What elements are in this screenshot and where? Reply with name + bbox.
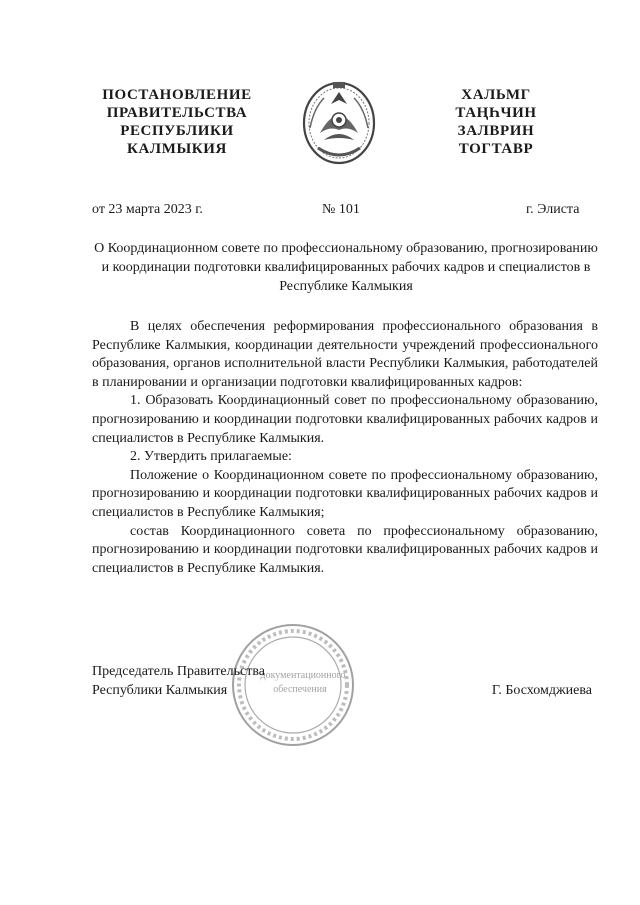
document-city: г. Элиста (526, 202, 580, 217)
stamp-text-1: документационного (260, 670, 346, 681)
header-left-line: ПРАВИТЕЛЬСТВА (106, 105, 248, 121)
body-paragraph: 1. Образовать Координационный совет по профессиональному образованию, прогнозированию и координации подготовки квалифицированных рабочих кадров и специалистов в Республике Калмыкия. (92, 393, 598, 446)
document-date: от 23 марта 2023 г. (92, 202, 203, 217)
body-paragraph: состав Координационного совета по профессиональному образованию, прогнозированию и координации подготовки квалифицированных рабочих кадров и специалистов в Республике Калмыкия. (92, 523, 598, 576)
signatory-position: Председатель Правительства (92, 664, 265, 679)
signature-block (92, 662, 600, 700)
body-paragraph: 2. Утвердить прилагаемые: (130, 449, 292, 465)
stamp-text-2: обеспечения (273, 684, 327, 695)
header-right-line: ХАЛЬМГ (461, 87, 531, 103)
header-russian-title (92, 86, 262, 158)
header-left-line: РЕСПУБЛИКИ (120, 123, 234, 139)
header-kalmyk-title (436, 86, 556, 158)
document-body (92, 318, 598, 578)
body-paragraph: Положение о Координационном совете по профессиональному образованию, прогнозированию и координации подготовки квалифицированных рабочих кадров и специалистов в Республике Калмыкия; (92, 467, 598, 520)
header-right-line: ТАҢҺЧИН (455, 105, 537, 121)
header-left-line: ПОСТАНОВЛЕНИЕ (102, 87, 252, 103)
header-left-line: КАЛМЫКИЯ (127, 141, 227, 157)
signatory-position-2: Республики Калмыкия (92, 683, 228, 698)
header-right-line: ТОГТАВР (458, 141, 534, 157)
document-title: О Координационном совете по профессиональному образованию, прогнозированию и координации подготовки квалифицированных рабочих кадров и специалистов в Республике Калмыкия (94, 241, 598, 294)
body-paragraph: В целях обеспечения реформирования профессионального образования в Республике Калмыкия, координации деятельности учреждений профессионального образования, органов исполнительной власти Республики Калмыкия, работодателей в планировании и организации подготовки квалифицированных кадров: (92, 319, 598, 390)
kalmykia-coat-of-arms-icon (300, 78, 378, 166)
document-number: № 101 (322, 202, 360, 217)
signatory-name: Г. Босхомджиева (491, 683, 592, 698)
header-right-line: ЗАЛВРИН (457, 123, 535, 139)
